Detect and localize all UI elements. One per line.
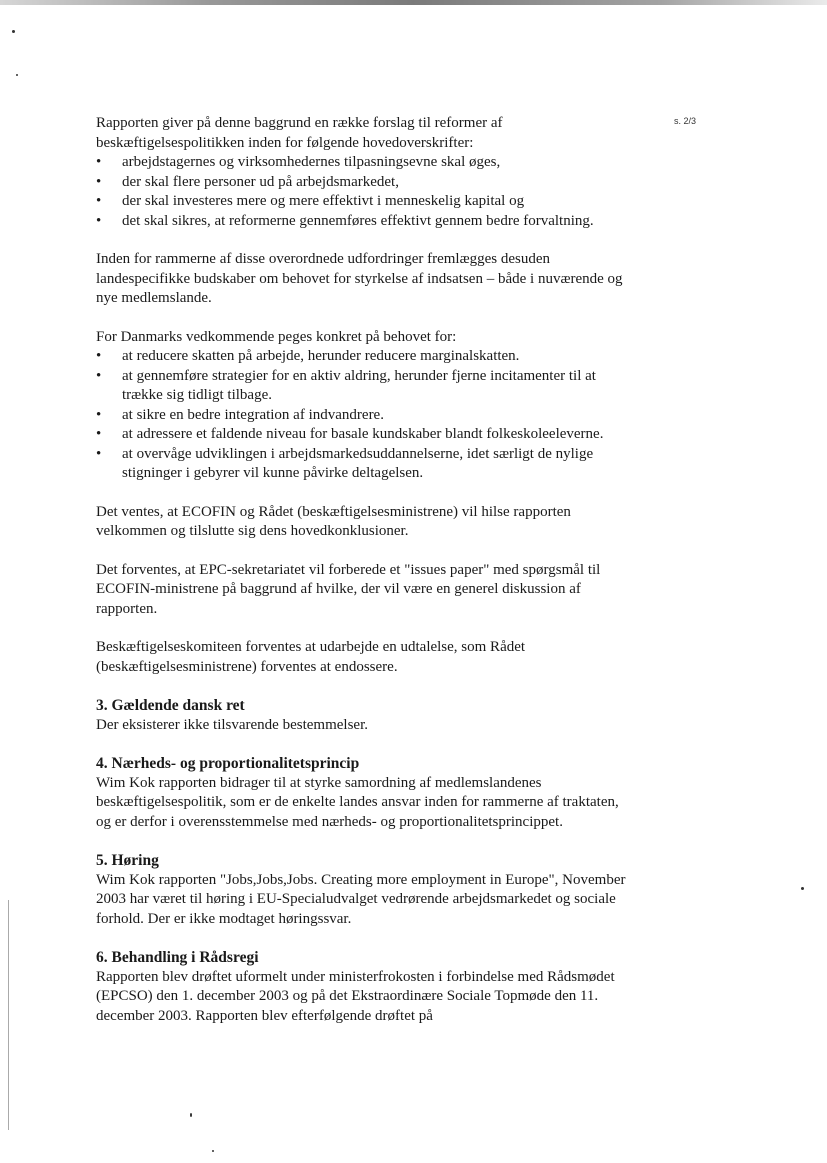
list-item: • at adressere et faldende niveau for basale kundskaber blandt folkeskoleeleverne.	[96, 425, 626, 445]
komite-paragraph: Beskæftigelseskomiteen forventes at udarbejde en udtalelse, som Rådet (beskæftigelsesministrene) forventes at endossere.	[96, 639, 526, 675]
list-item: • det skal sikres, at reformerne gennemføres effektivt gennem bedre forvaltning.	[96, 212, 626, 232]
list-item: • at reducere skatten på arbejde, herunder reducere marginalskatten.	[96, 347, 626, 367]
list-item: • at overvåge udviklingen i arbejdsmarkedsuddannelserne, idet særligt de nylige stigninger i gebyrer vil kunne påvirke deltagelsen.	[96, 445, 626, 484]
section-gaeldende-ret	[96, 696, 626, 735]
section-body: Rapporten blev drøftet uformelt under ministerfrokosten i forbindelse med Rådsmødet (EPCSO) den 1. december 2003 og på det Ekstraordinære Sociale Topmøde den 11. december 2003. Rapporten blev efterfølgende drøftet på	[96, 968, 615, 1024]
list-item: • at gennemføre strategier for en aktiv aldring, herunder fjerne incitamenter til at trække sig tidligt tilbage.	[96, 367, 626, 406]
list-item: • at sikre en bedre integration af indvandrere.	[96, 406, 626, 426]
section-raadsregi	[96, 948, 626, 1026]
page-number: s. 2/3	[674, 116, 697, 126]
scan-speck	[190, 1113, 192, 1117]
section-body: Der eksisterer ikke tilsvarende bestemmelser.	[96, 716, 368, 733]
scan-speck	[12, 30, 15, 33]
landespecifikke-paragraph: Inden for rammerne af disse overordnede udfordringer fremlægges desuden landespecifikke budskaber om behovet for styrkelse af indsatsen – både i nuværende og nye medlemslande.	[96, 251, 623, 306]
section-body: Wim Kok rapporten "Jobs,Jobs,Jobs. Creating more employment in Europe", November 2003 har været til høring i EU-Specialudvalget vedrørende arbejdsmarkedet og sociale forhold. Der er ikke modtaget høringssvar.	[96, 871, 626, 927]
scan-speck	[801, 887, 804, 890]
list-item: • der skal flere personer ud på arbejdsmarkedet,	[96, 173, 626, 193]
section-heading: 3. Gældende dansk ret	[96, 697, 245, 714]
section-heading: 4. Nærheds- og proportionalitetsprincip	[96, 755, 360, 772]
intro-paragraph: Rapporten giver på denne baggrund en række forslag til reformer af beskæftigelsespolitikken inden for følgende hovedoverskrifter:	[96, 115, 503, 151]
list-item: • arbejdstagernes og virksomhedernes tilpasningsevne skal øges,	[96, 153, 626, 173]
danmark-paragraph: For Danmarks vedkommende peges konkret på behovet for:	[96, 328, 457, 345]
ecofin-paragraph: Det ventes, at ECOFIN og Rådet (beskæftigelsesministrene) vil hilse rapporten velkommen og tilslutte sig dens hovedkonklusioner.	[96, 503, 571, 539]
section-heading: 6. Behandling i Rådsregi	[96, 949, 259, 966]
section-hoering	[96, 851, 626, 929]
epc-paragraph: Det forventes, at EPC-sekretariatet vil forberede et "issues paper" med spørgsmål til ECOFIN-ministrene på baggrund af hvilke, der vil være en generel diskussion af rapporten.	[96, 561, 601, 617]
scan-top-edge	[0, 0, 827, 5]
list-item: • der skal investeres mere og mere effektivt i menneskelig kapital og	[96, 192, 626, 212]
section-naerhed	[96, 754, 626, 832]
reform-list	[96, 153, 626, 231]
danmark-list	[96, 347, 626, 484]
section-heading: 5. Høring	[96, 852, 159, 869]
scan-speck	[212, 1150, 214, 1152]
section-body: Wim Kok rapporten bidrager til at styrke samordning af medlemslandenes beskæftigelsespolitik, som er de enkelte landes ansvar inden for rammerne af traktaten, og er derfor i overensstemmelse med nærheds- og proportionalitetsprincippet.	[96, 774, 619, 830]
document-body	[96, 114, 626, 1045]
scan-edge-line	[8, 900, 9, 1130]
scan-speck	[16, 74, 18, 76]
